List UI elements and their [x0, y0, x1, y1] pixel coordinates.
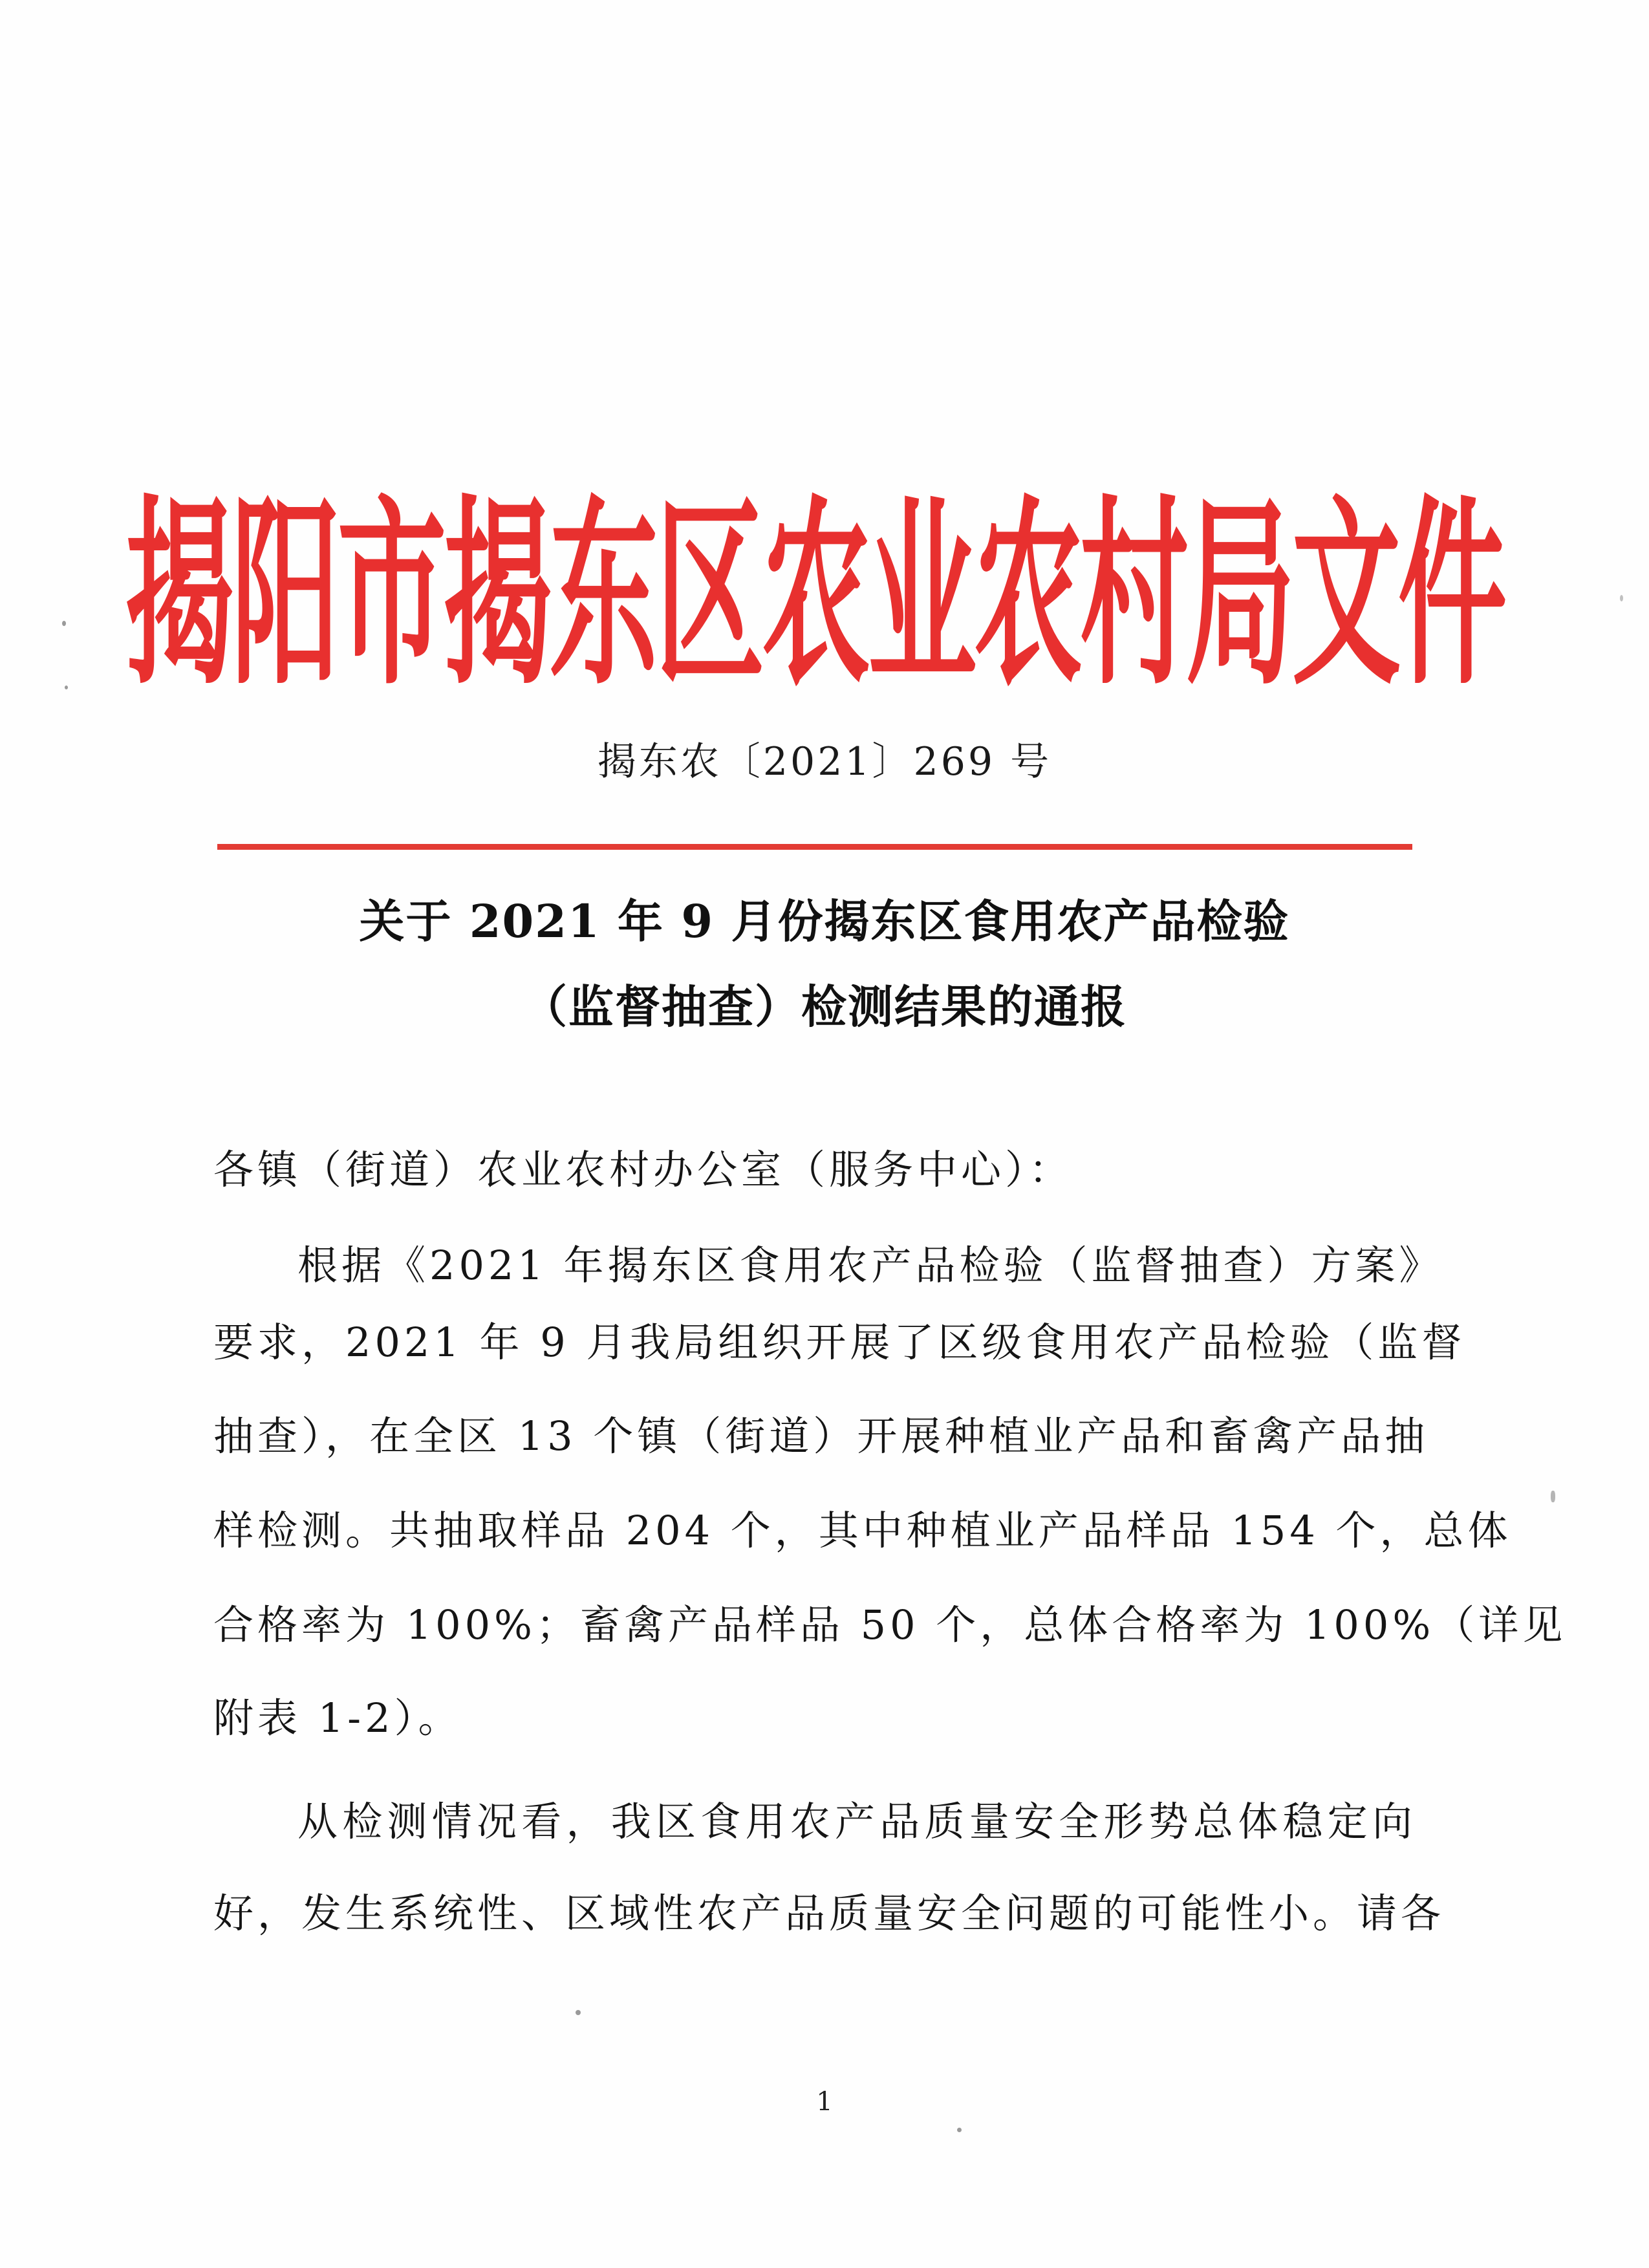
notice-title-line-2: （监督抽查）检测结果的通报 [522, 980, 1127, 1033]
paragraph-line: 抽查），在全区 13 个镇（街道）开展种植业产品和畜禽产品抽 [213, 1412, 1429, 1460]
masthead [125, 477, 1504, 713]
scan-speck [1551, 1491, 1555, 1502]
paragraph-line: 附表 1-2）。 [213, 1694, 462, 1742]
scan-speck [62, 621, 66, 626]
notice-title-line-1: 关于 2021 年 9 月份揭东区食用农产品检验 [359, 894, 1290, 948]
paragraph-line: 合格率为 100%；畜禽产品样品 50 个，总体合格率为 100%（详见 [213, 1601, 1567, 1648]
paragraph-line: 要求，2021 年 9 月我局组织开展了区级食用农产品检验（监督 [213, 1319, 1466, 1366]
page-number: 1 [816, 2087, 833, 2117]
scan-speck [576, 2010, 581, 2015]
document-number: 揭东农〔2021〕269 号 [597, 739, 1052, 784]
paragraph-line: 根据《2021 年揭东区食用农产品检验（监督抽查）方案》 [297, 1242, 1443, 1289]
scan-speck [1620, 595, 1623, 601]
masthead-title: 揭阳市揭东区农业农村局文件 [125, 477, 1504, 713]
scan-speck [65, 686, 68, 689]
red-divider-line [217, 844, 1412, 850]
salutation: 各镇（街道）农业农村办公室（服务中心）： [213, 1146, 1073, 1193]
paragraph-line: 好，发生系统性、区域性农产品质量安全问题的可能性小。请各 [213, 1890, 1445, 1937]
paragraph-line: 从检测情况看，我区食用农产品质量安全形势总体稳定向 [297, 1798, 1416, 1845]
scan-speck [957, 2128, 962, 2132]
paragraph-line: 样检测。共抽取样品 204 个，其中种植业产品样品 154 个，总体 [213, 1507, 1512, 1554]
